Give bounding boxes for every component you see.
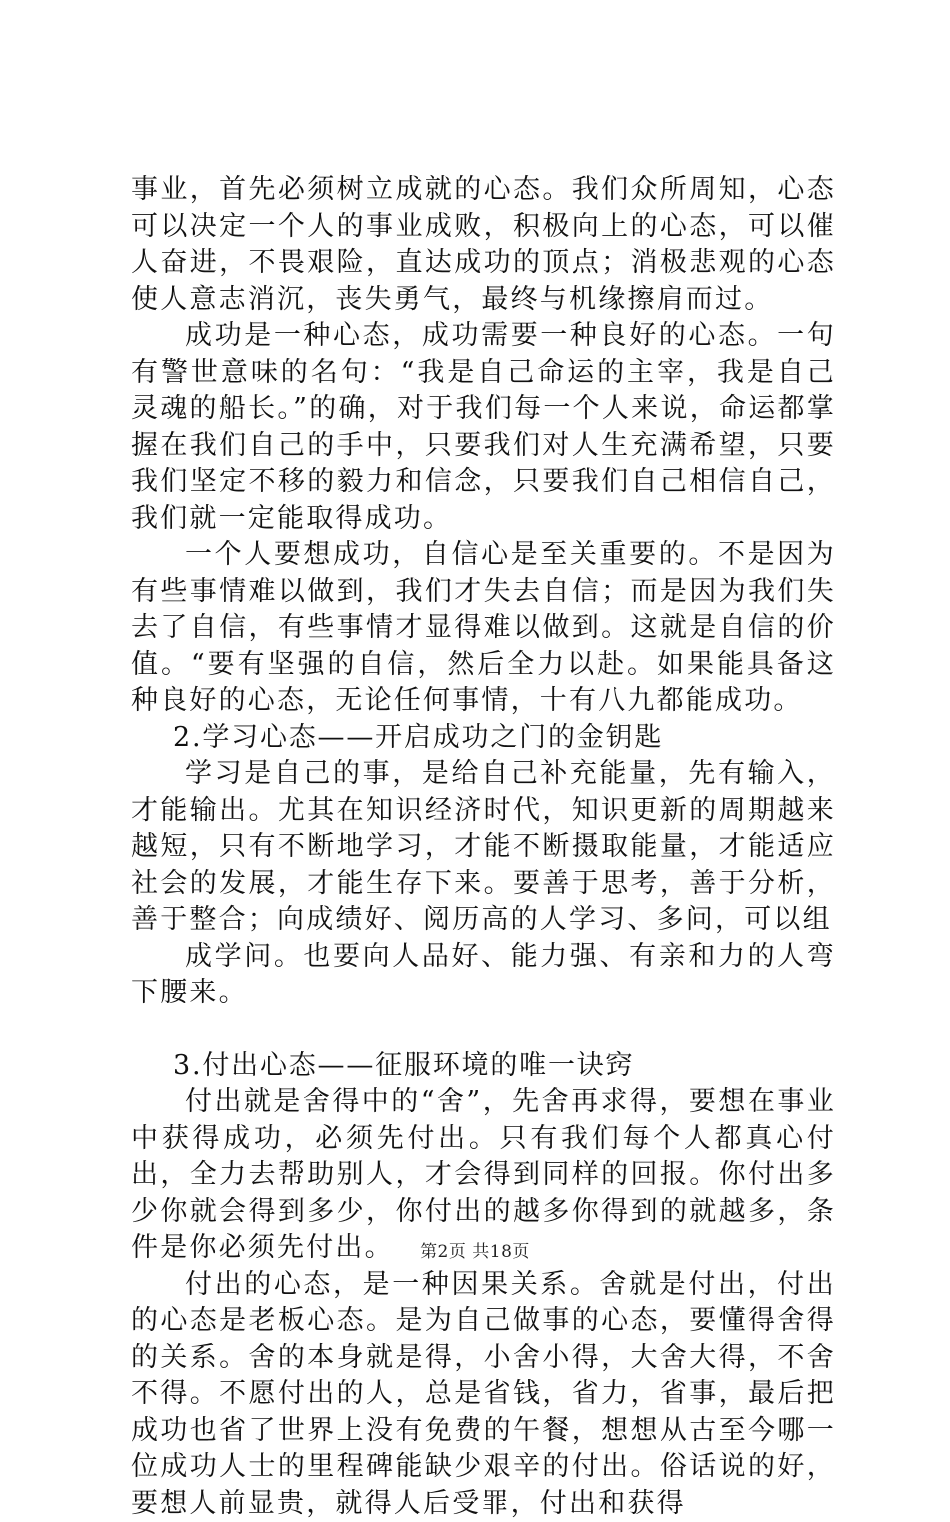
blank-line [131, 1012, 836, 1048]
section-heading-learning: 2.学习心态——开启成功之门的金钥匙 [131, 720, 836, 757]
paragraph-4: 学习是自己的事，是给自己补充能量，先有输入，才能输出。尤其在知识经济时代，知识更新的周期越来越短，只有不断地学习，才能不断摄取能量，才能适应社会的发展，才能生存下来。要善于思考，善于分析，善于整合；向成绩好、阅历高的人学习、多问，可以组 [131, 756, 836, 939]
paragraph-7: 付出的心态，是一种因果关系。舍就是付出，付出的心态是老板心态。是为自己做事的心态，要懂得舍得的关系。舍的本身就是得，小舍小得，大舍大得，不舍不得。不愿付出的人，总是省钱，省力，省事，最后把成功也省了世界上没有免费的午餐，想想从古至今哪一位成功人士的里程碑能缺少艰辛的付出。俗话说的好，要想人前显贵，就得人后受罪，付出和获得 [131, 1267, 836, 1522]
document-body [131, 172, 836, 1522]
section-heading-giving: 3.付出心态——征服环境的唯一诀窍 [131, 1048, 836, 1085]
paragraph-2: 成功是一种心态，成功需要一种良好的心态。一句有警世意味的名句：“我是自己命运的主宰，我是自己灵魂的船长。”的确，对于我们每一个人来说，命运都掌握在我们自己的手中，只要我们对人生充满希望，只要我们坚定不移的毅力和信念，只要我们自己相信自己，我们就一定能取得成功。 [131, 318, 836, 537]
paragraph-5: 成学问。也要向人品好、能力强、有亲和力的人弯下腰来。 [131, 939, 836, 1012]
paragraph-6: 付出就是舍得中的“舍”，先舍再求得，要想在事业中获得成功，必须先付出。只有我们每个人都真心付出，全力去帮助别人，才会得到同样的回报。你付出多少你就会得到多少，你付出的越多你得到的就越多，条件是你必须先付出。 [131, 1084, 836, 1267]
page-number-footer: 第2页 共18页 [0, 1241, 950, 1263]
paragraph-1: 事业，首先必须树立成就的心态。我们众所周知，心态可以决定一个人的事业成败，积极向上的心态，可以催人奋进，不畏艰险，直达成功的顶点；消极悲观的心态使人意志消沉，丧失勇气，最终与机缘擦肩而过。 [131, 172, 836, 318]
paragraph-3: 一个人要想成功，自信心是至关重要的。不是因为有些事情难以做到，我们才失去自信；而是因为我们失去了自信，有些事情才显得难以做到。这就是自信的价值。“要有坚强的自信，然后全力以赴。如果能具备这种良好的心态，无论任何事情，十有八九都能成功。 [131, 537, 836, 720]
